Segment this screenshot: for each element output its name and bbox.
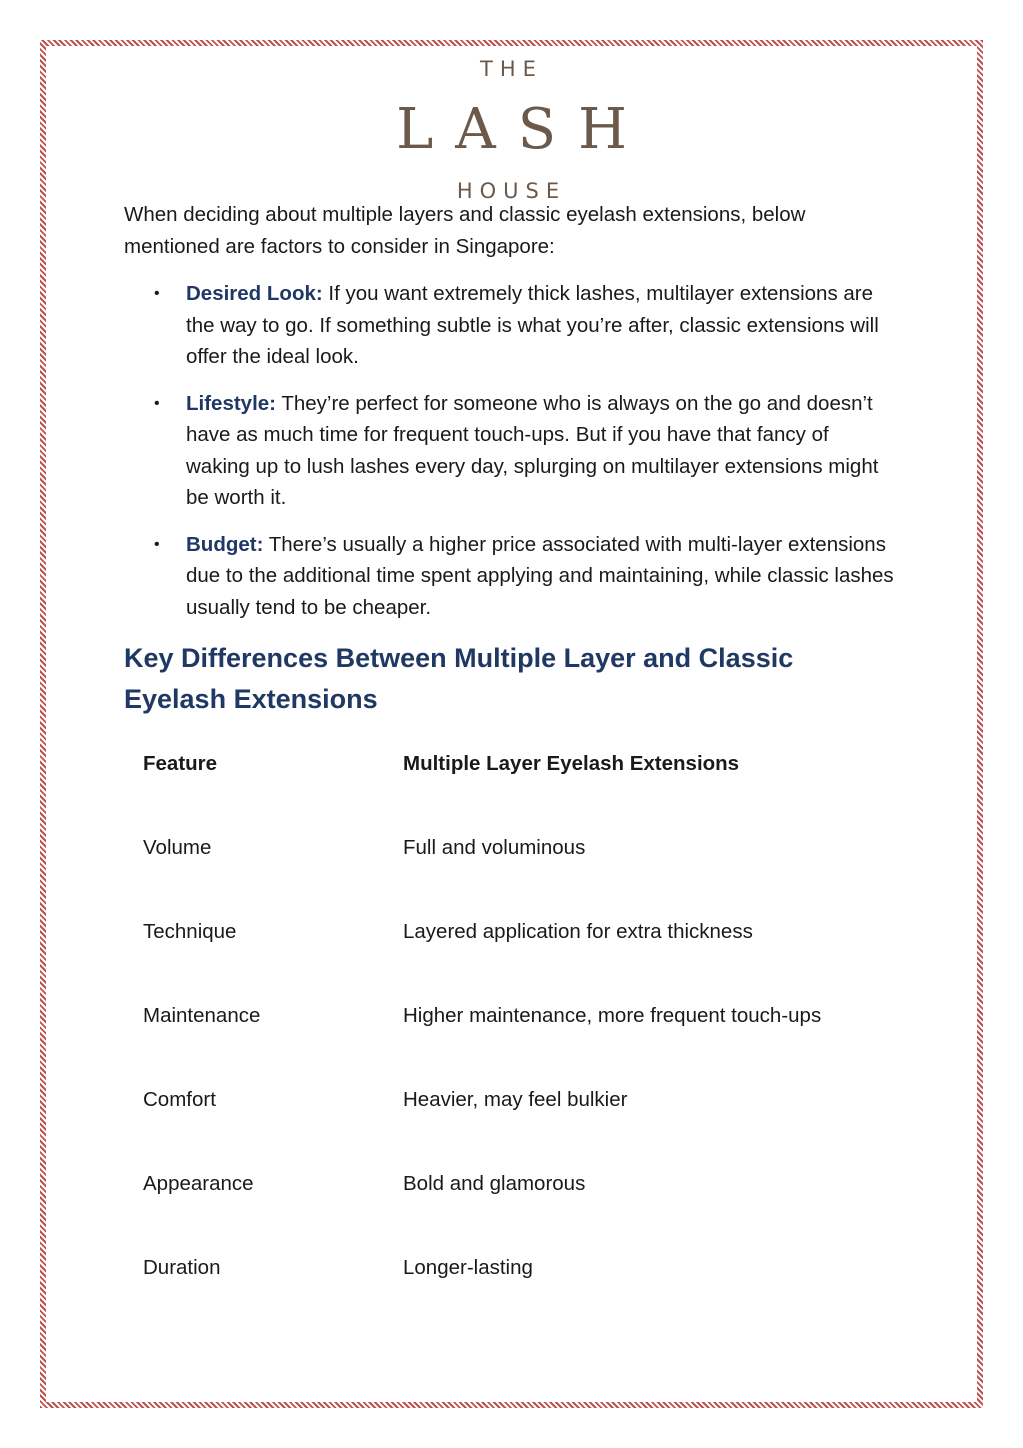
table-cell-feature: Comfort	[143, 1088, 216, 1111]
logo-line-lash: LASH	[396, 97, 649, 162]
table-cell-feature: Technique	[143, 920, 237, 943]
table-cell-value: Full and voluminous	[403, 836, 586, 859]
table-cell-value: Layered application for extra thickness	[403, 920, 753, 943]
table-cell-value: Longer-lasting	[403, 1256, 533, 1279]
table-cell-feature: Maintenance	[143, 1004, 261, 1027]
factors-list	[124, 278, 894, 623]
table-row	[124, 1058, 894, 1142]
factor-text: If you want extremely thick lashes, multilayer extensions are the way to go. If something subtle is what you’re after, classic extensions will offer the ideal look.	[186, 282, 879, 368]
table-cell-feature: Duration	[143, 1256, 221, 1279]
table-cell-feature: Volume	[143, 836, 212, 859]
logo-line-house: HOUSE	[456, 179, 567, 203]
table-cell-value: Higher maintenance, more frequent touch-ups	[403, 1004, 822, 1027]
list-item	[124, 529, 894, 624]
table-cell-feature: Appearance	[143, 1172, 254, 1195]
column-header-feature: Feature	[143, 752, 218, 775]
table-header-row	[124, 722, 894, 806]
brand-logo	[0, 56, 1023, 204]
list-item	[124, 388, 894, 514]
table-row	[124, 1226, 894, 1310]
factor-text: They’re perfect for someone who is always on the go and doesn’t have as much time for frequent touch-ups. But if you have that fancy of waking up to lush lashes every day, splurging on multilayer extensions might be worth it.	[186, 391, 879, 509]
factor-term: Desired Look:	[186, 282, 323, 305]
comparison-table	[124, 722, 894, 1310]
table-cell-value: Heavier, may feel bulkier	[403, 1088, 628, 1111]
table-row	[124, 1142, 894, 1226]
table-row	[124, 806, 894, 890]
logo-line-the: THE	[480, 57, 543, 81]
section-heading: Key Differences Between Multiple Layer and Classic Eyelash Extensions	[124, 643, 794, 714]
document-body	[124, 199, 894, 720]
column-header-multilayer: Multiple Layer Eyelash Extensions	[403, 752, 740, 775]
table-cell-value: Bold and glamorous	[403, 1172, 586, 1195]
table-row	[124, 974, 894, 1058]
table-row	[124, 890, 894, 974]
bullet-icon: •	[154, 285, 160, 302]
factor-term: Lifestyle:	[186, 391, 276, 415]
list-item	[124, 278, 894, 373]
intro-paragraph: When deciding about multiple layers and classic eyelash extensions, below mentioned are factors to consider in Singapore:	[124, 203, 806, 258]
bullet-icon: •	[154, 535, 160, 553]
factor-term: Budget:	[186, 532, 264, 556]
bullet-icon: •	[154, 394, 160, 412]
factor-text: There’s usually a higher price associated with multi-layer extensions due to the additional time spent applying and maintaining, while classic lashes usually tend to be cheaper.	[186, 532, 894, 619]
